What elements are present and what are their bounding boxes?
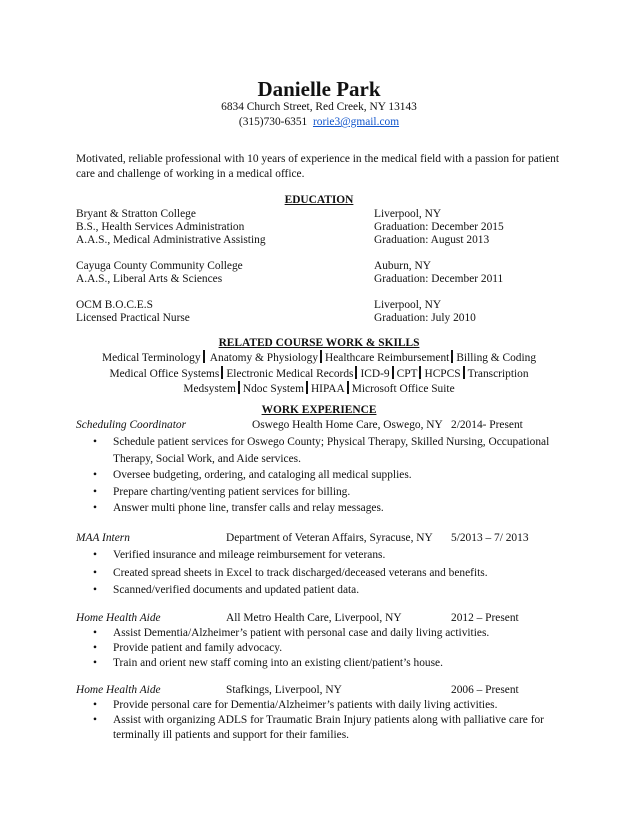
duty-text: Provide patient and family advocacy. <box>113 642 283 654</box>
duty-text: Created spread sheets in Excel to track discharged/deceased veterans and benefits. <box>113 566 488 579</box>
skill-separator <box>392 366 394 379</box>
skill-separator <box>221 366 223 379</box>
bullet-icon: • <box>93 642 97 654</box>
education-right: Graduation: August 2013 <box>374 234 490 246</box>
list-item <box>93 434 563 467</box>
objective-statement: Motivated, reliable professional with 10 years of experience in the medical field with a passion for patient care and challenge of working in a medical office. <box>76 153 559 180</box>
education-row <box>76 311 576 326</box>
bullet-icon: • <box>93 627 97 639</box>
education-right: Auburn, NY <box>374 260 431 272</box>
list-item <box>93 582 563 600</box>
job-organization: Department of Veteran Affairs, Syracuse, NY <box>226 532 433 544</box>
duty-text: Assist Dementia/Alzheimer’s patient with personal case and daily living activities. <box>113 627 490 639</box>
job-title: Home Health Aide <box>76 684 161 696</box>
job-header <box>76 611 576 626</box>
job-organization: Oswego Health Home Care, Oswego, NY <box>252 419 443 431</box>
skill-separator <box>306 381 308 394</box>
bullet-icon: • <box>93 699 97 711</box>
education-left: A.A.S., Liberal Arts & Sciences <box>76 273 223 285</box>
duty-text: Scanned/verified documents and updated patient data. <box>113 584 360 596</box>
duty-text: Provide personal care for Dementia/Alzheimer’s patients with daily living activities. <box>113 699 498 711</box>
duty-text: Answer multi phone line, transfer calls and relay messages. <box>113 502 384 514</box>
skills-line <box>76 381 562 397</box>
job-header <box>76 683 576 698</box>
skill-separator <box>347 381 349 394</box>
duty-text: Assist with organizing ADLS for Traumatic Brain Injury patients along with palliative care for terminally ill patients and support for their families. <box>113 714 544 741</box>
skill-item: Ndoc System <box>242 383 304 395</box>
skill-item: Billing & Coding <box>456 352 537 364</box>
job-dates: 2/2014- Present <box>451 419 523 431</box>
job-organization: Stafkings, Liverpool, NY <box>226 684 342 696</box>
list-item <box>93 698 563 713</box>
skill-separator <box>203 350 205 363</box>
education-left: B.S., Health Services Administration <box>76 221 245 233</box>
duty-text: Verified insurance and mileage reimbursement for veterans. <box>113 549 386 561</box>
bullet-icon: • <box>93 549 97 561</box>
job-duties <box>93 434 563 517</box>
skill-item: Electronic Medical Records <box>226 367 354 380</box>
work-heading: WORK EXPERIENCE <box>261 404 377 416</box>
education-right: Graduation: July 2010 <box>374 312 476 324</box>
education-right: Graduation: December 2011 <box>374 273 504 285</box>
job-title: Scheduling Coordinator <box>76 419 187 431</box>
job-duties <box>93 698 563 743</box>
education-right: Liverpool, NY <box>374 208 442 220</box>
education-row <box>76 272 576 287</box>
education-heading: EDUCATION <box>284 194 354 206</box>
skill-separator <box>419 366 421 379</box>
list-item <box>93 467 563 484</box>
skill-item: HCPCS <box>424 367 461 380</box>
contact-line <box>0 115 638 130</box>
list-item <box>93 641 563 656</box>
skill-item: Medsystem <box>183 383 236 395</box>
duty-text: Schedule patient services for Oswego County; Physical Therapy, Skilled Nursing, Occupational Therapy, Social Work, and Aide services. <box>113 436 550 465</box>
education-left: OCM B.O.C.E.S <box>76 299 153 311</box>
list-item <box>93 626 563 641</box>
bullet-icon: • <box>93 584 97 596</box>
address-line: 6834 Church Street, Red Creek, NY 13143 <box>221 101 417 113</box>
email-link[interactable]: rorie3@gmail.com <box>312 116 400 128</box>
job-organization: All Metro Health Care, Liverpool, NY <box>226 612 402 624</box>
list-item <box>93 713 563 743</box>
skills-line <box>76 350 562 366</box>
bullet-icon: • <box>93 502 97 514</box>
skill-separator <box>451 350 453 363</box>
skill-item: Microsoft Office Suite <box>351 383 455 395</box>
skill-item: HIPAA <box>310 383 345 395</box>
job-dates: 2006 – Present <box>451 684 519 696</box>
skills-line <box>76 366 562 382</box>
skill-item: Medical Office Systems <box>109 367 220 380</box>
education-left: A.A.S., Medical Administrative Assisting <box>76 234 266 246</box>
phone-number: (315)730-6351 <box>238 116 308 128</box>
job-header <box>76 418 576 433</box>
skill-separator <box>355 366 357 379</box>
skills-list <box>76 350 562 397</box>
bullet-icon: • <box>93 469 97 481</box>
job-title: MAA Intern <box>76 532 130 544</box>
skill-item: CPT <box>396 367 418 380</box>
skill-separator <box>320 350 322 363</box>
job-dates: 2012 – Present <box>451 612 519 624</box>
education-left: Bryant & Stratton College <box>76 208 196 220</box>
bullet-icon: • <box>93 566 97 579</box>
education-row <box>76 233 576 248</box>
list-item <box>93 565 563 583</box>
duty-text: Prepare charting/venting patient services for billing. <box>113 485 351 498</box>
duty-text: Train and orient new staff coming into an existing client/patient’s house. <box>113 657 443 669</box>
candidate-name: Danielle Park <box>257 77 381 101</box>
education-right: Graduation: December 2015 <box>374 221 504 233</box>
education-left: Cayuga County Community College <box>76 260 243 272</box>
list-item <box>93 656 563 671</box>
education-left: Licensed Practical Nurse <box>76 312 190 324</box>
skill-item: ICD-9 <box>360 367 390 380</box>
duty-text: Oversee budgeting, ordering, and cataloging all medical supplies. <box>113 469 412 481</box>
job-duties <box>93 547 563 600</box>
bullet-icon: • <box>93 714 97 726</box>
skill-item: Healthcare Reimbursement <box>325 352 450 364</box>
bullet-icon: • <box>93 657 97 669</box>
skill-separator <box>463 366 465 379</box>
list-item <box>93 547 563 565</box>
job-header <box>76 531 576 546</box>
bullet-icon: • <box>93 436 97 448</box>
skill-item: Transcription <box>467 367 529 380</box>
skill-item: Anatomy & Physiology <box>207 352 319 364</box>
bullet-icon: • <box>93 485 97 498</box>
job-duties <box>93 626 563 671</box>
job-dates: 5/2013 – 7/ 2013 <box>451 532 529 544</box>
job-title: Home Health Aide <box>76 612 161 624</box>
list-item <box>93 500 563 517</box>
skill-item: Medical Terminology <box>101 352 201 364</box>
education-right: Liverpool, NY <box>374 299 442 311</box>
skills-heading: RELATED COURSE WORK & SKILLS <box>218 337 420 349</box>
skill-separator <box>238 381 240 394</box>
list-item <box>93 484 563 501</box>
